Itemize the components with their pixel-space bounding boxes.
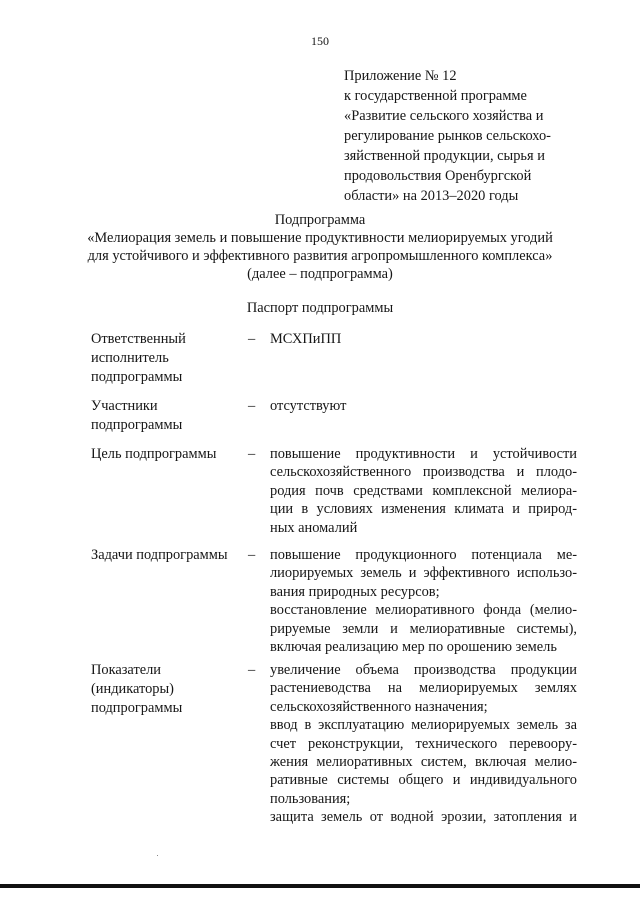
row-dash: – [248,398,256,414]
row-value-line: жения мелиоративных систем, включая мелио- [270,754,577,771]
row-value-line: растениеводства на мелиорируемых землях [270,680,577,697]
row-value-line: пользования; [270,790,351,807]
row-value-line: лиорируемых земель и эффективного использо- [270,565,577,582]
row-value-line: повышение продуктивности и устойчивости [270,446,577,462]
row-value-line: защита земель от водной эрозии, затопления и [270,809,577,826]
subprogram-heading-line: (далее – подпрограмма) [247,266,393,282]
row-value [270,445,577,537]
row-label-line: Ответственный [91,331,186,347]
row-value-line: ных аномалий [270,519,358,536]
appendix-line: «Развитие сельского хозяйства и [344,108,544,124]
row-label-line: Цель подпрограммы [91,446,217,462]
row-label [91,330,251,387]
row-dash: – [248,331,256,347]
row-value-line: ции в условиях изменения климата и природ- [270,501,577,518]
row-label [91,661,251,718]
subprogram-heading [0,211,640,283]
row-value-line: вания природных ресурсов; [270,583,440,600]
row-value-line: счет реконструкции, технического перевоору- [270,735,577,752]
subprogram-heading-line: «Мелиорация земель и повышение продуктивности мелиорируемых угодий [87,230,553,246]
row-value-line: увеличение объема производства продукции [270,662,577,678]
appendix-line: области» на 2013–2020 годы [344,188,519,204]
row-value-line: восстановление мелиоративного фонда (мелио- [270,602,577,619]
row-value-line: сельскохозяйственного назначения; [270,698,488,715]
row-value-line: ввод в эксплуатацию мелиорируемых земель за [270,717,577,734]
row-label-line: подпрограммы [91,700,183,716]
row-label-line: Участники [91,398,158,414]
row-label-line: Задачи подпрограммы [91,547,228,563]
row-value [270,546,577,656]
row-label-line: подпрограммы [91,369,183,385]
row-value-line: рируемые земли и мелиоративные системы), [270,620,577,637]
row-label-line: (индикаторы) [91,681,174,697]
row-value [270,397,577,415]
subprogram-heading-line: для устойчивого и эффективного развития агропромышленного комплекса» [87,248,553,264]
row-value-line: родия почв средствами комплексной мелиора- [270,482,577,499]
appendix-note [344,66,594,206]
row-dash: – [248,662,256,678]
appendix-line: продовольствия Оренбургской [344,168,532,184]
row-value-line: сельскохозяйственного производства и плодо- [270,464,577,481]
row-label-line: подпрограммы [91,417,183,433]
row-label-line: Показатели [91,662,162,678]
scan-speck [157,855,158,856]
row-value-line: включая реализацию мер по орошению земель [270,639,557,656]
row-value-line: отсутствуют [270,398,347,414]
appendix-line: регулирование рынков сельскохо- [344,128,551,144]
page-number: 150 [311,34,329,48]
row-value-line: ративные системы общего и индивидуального [270,772,577,789]
row-label-line: исполнитель [91,350,169,366]
passport-title: Паспорт подпрограммы [246,300,394,316]
row-label [91,445,251,464]
appendix-line: зяйственной продукции, сырья и [344,148,545,164]
row-dash: – [248,446,256,462]
row-dash: – [248,547,256,563]
appendix-line: к государственной программе [344,88,527,104]
appendix-line: Приложение № 12 [344,68,457,84]
row-value [270,661,577,827]
row-label [91,546,251,565]
row-value-line: МСХПиПП [270,331,342,347]
bottom-rule [0,884,640,888]
subprogram-heading-line: Подпрограмма [274,212,366,228]
row-value [270,330,577,348]
row-label [91,397,251,435]
row-value-line: повышение продукционного потенциала ме- [270,547,577,563]
